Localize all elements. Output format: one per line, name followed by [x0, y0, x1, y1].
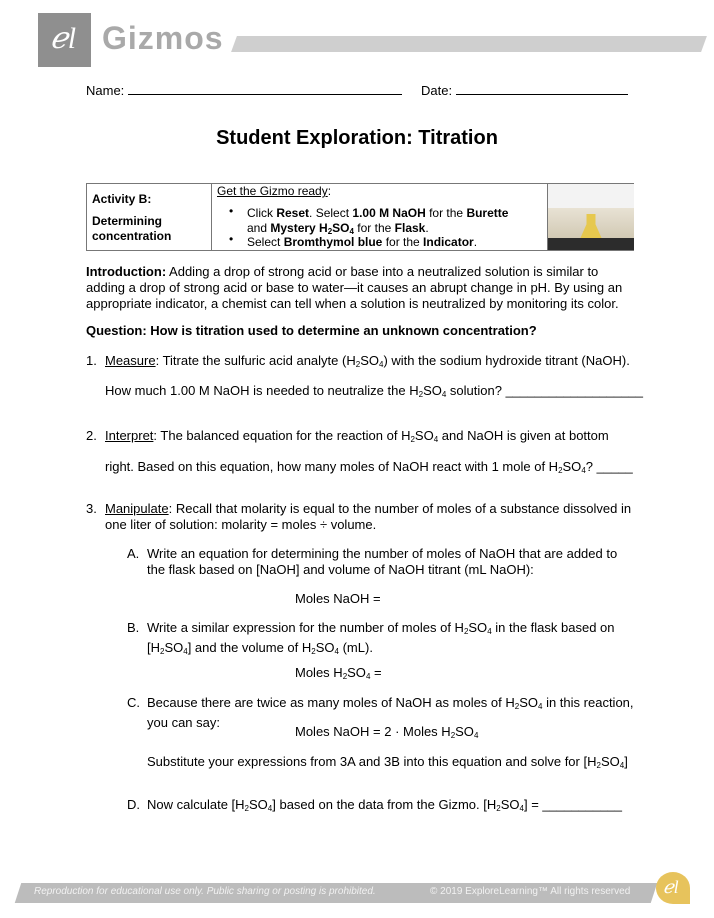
q2-line1: Interpret: The balanced equation for the reaction of $H_2SO_4$ and NaOH is given at bottom	[105, 428, 609, 444]
activity-box	[86, 183, 634, 251]
image-base	[548, 238, 634, 250]
q3b-letter: B.	[127, 620, 140, 635]
setup-step-1: Click Reset. Select 1.00 M NaOH for the Burette and Mystery $H_2SO_4$ for the Flask.	[247, 206, 509, 236]
q3d-letter: D.	[127, 797, 140, 812]
introduction: Introduction: Adding a drop of strong acid or base into a neutralized solution is similar to adding a drop of strong acid or base to water—it causes an abrupt change in pH. By using an appropriate indicator, a chemist can tell when a solution is neutralized by monitoring its color.	[86, 264, 623, 311]
footer-logo: ℯl	[656, 872, 690, 904]
q3b-equation[interactable]: Moles $H_2SO_4$ =	[295, 665, 382, 681]
name-field[interactable]	[86, 83, 402, 98]
q3c-letter: C.	[127, 695, 140, 710]
q1-line1: Measure: Titrate the sulfuric acid analyte $(H_2SO_4)$ with the sodium hydroxide titrant (NaOH).	[105, 353, 630, 369]
q3a-equation[interactable]: Moles NaOH =	[295, 591, 381, 606]
footer-notice: Reproduction for educational use only. Public sharing or posting is prohibited.	[34, 886, 376, 897]
footer-copyright: © 2019 ExploreLearning™ All rights reserved	[430, 886, 631, 897]
explorelearning-logo: ℯl	[38, 13, 91, 67]
q3c-text: Because there are twice as many moles of NaOH as moles of $H_2SO_4$ in this reaction, you can say:	[147, 695, 634, 730]
q3a-letter: A.	[127, 546, 140, 561]
bullet-1: •	[229, 204, 234, 218]
q3b-text: Write a similar expression for the number of moles of $H_2SO_4$ in the flask based on $[H_2SO_4]$ and the volume of $H_2SO_4$ (mL).	[147, 620, 615, 656]
q1-line2[interactable]: How much 1.00 M NaOH is needed to neutralize the $H_2SO_4$ solution? ___________________	[105, 383, 643, 399]
activity-label-cell	[87, 184, 212, 250]
bullet-2: •	[229, 232, 234, 246]
date-field[interactable]	[421, 83, 628, 98]
q3d-text[interactable]: Now calculate $[H_2SO_4]$ based on the data from the Gizmo. $[H_2SO_4]$ = ___________	[147, 797, 622, 813]
activity-label: Activity B:	[92, 192, 152, 206]
q1-number: 1.	[86, 353, 97, 368]
header-bar	[231, 36, 707, 52]
q3c-equation: Moles NaOH = 2 · Moles $H_2SO_4$	[295, 724, 479, 740]
q3c-substitute[interactable]: Substitute your expressions from 3A and 3B into this equation and solve for $[H_2SO_4]$	[147, 754, 628, 770]
date-label: Date:	[421, 83, 453, 98]
q2-number: 2.	[86, 428, 97, 443]
activity-name: Determining concentration	[92, 214, 172, 243]
name-blank[interactable]	[128, 94, 402, 95]
page-title: Student Exploration: Titration	[216, 127, 498, 149]
question: Question: How is titration used to determine an unknown concentration?	[86, 323, 537, 338]
setup-step-2: Select Bromthymol blue for the Indicator.	[247, 235, 478, 249]
gizmo-ready: Get the Gizmo ready:	[217, 184, 332, 198]
q3-number: 3.	[86, 501, 97, 516]
name-label: Name:	[86, 83, 125, 98]
q2-line2[interactable]: right. Based on this equation, how many moles of NaOH react with 1 mole of $H_2SO_4$? _____	[105, 459, 633, 475]
date-blank[interactable]	[456, 94, 628, 95]
gizmo-thumbnail	[547, 184, 634, 250]
gizmos-brand: Gizmos	[102, 20, 224, 56]
q3a-text: Write an equation for determining the number of moles of NaOH that are added to the flask based on [NaOH] and volume of NaOH titrant (mL NaOH):	[147, 546, 618, 577]
q3-intro: Manipulate: Recall that molarity is equal to the number of moles of a substance dissolved in one liter of solution: molarity = moles ÷ volume.	[105, 501, 632, 532]
